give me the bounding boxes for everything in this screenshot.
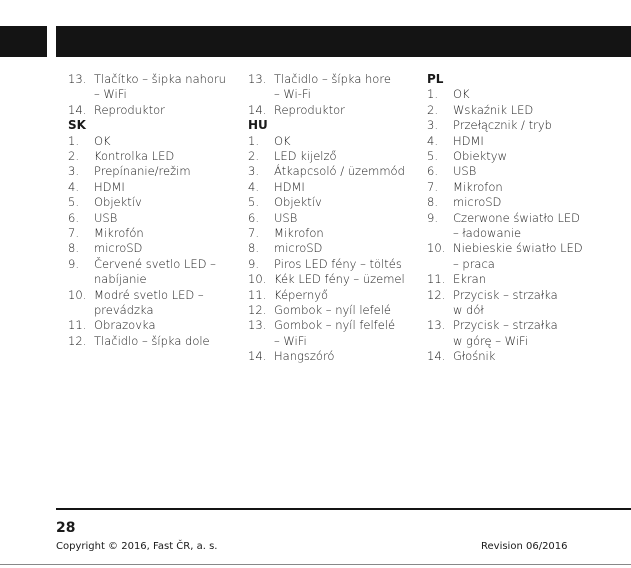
list-item — [248, 349, 418, 364]
item-number: 1. — [248, 133, 259, 148]
item-number: 6. — [68, 210, 79, 225]
item-number: 6. — [427, 164, 438, 179]
item-text: Tlačidlo – šípka hore – Wi-Fi — [274, 72, 391, 102]
list-item — [248, 257, 418, 272]
item-text: Kontrolka LED — [94, 149, 175, 164]
item-number: 11. — [248, 287, 267, 302]
item-number: 5. — [68, 195, 79, 210]
list-item — [68, 257, 238, 288]
list-item — [68, 134, 238, 149]
item-text: Prepínanie/režim — [94, 164, 191, 179]
item-number: 7. — [68, 226, 79, 241]
item-number: 3. — [248, 164, 259, 179]
item-text: microSD — [94, 241, 143, 256]
list-item — [427, 349, 607, 364]
item-number: 4. — [427, 133, 438, 148]
item-number: 6. — [248, 210, 259, 225]
list-item — [427, 118, 607, 133]
item-number: 7. — [427, 179, 438, 194]
footer-rule — [56, 508, 631, 510]
list-item — [427, 149, 607, 164]
item-text: Piros LED fény – töltés — [274, 256, 402, 271]
list-item — [427, 180, 607, 195]
item-text: OK — [94, 133, 111, 148]
list-item — [427, 134, 607, 149]
list-item — [68, 103, 238, 118]
list-pl — [427, 87, 607, 364]
list-item — [248, 103, 418, 118]
list-sk-continuation — [248, 72, 418, 118]
item-number: 14. — [427, 349, 446, 364]
list-hu — [248, 134, 418, 365]
item-text: Átkapcsoló / üzemmód — [274, 164, 405, 179]
list-item — [248, 288, 418, 303]
item-text: Głośnik — [453, 349, 496, 364]
item-number: 14. — [248, 349, 267, 364]
list-item — [427, 195, 607, 210]
item-text: Niebieskie światło LED – praca — [453, 241, 583, 271]
item-text: Képernyő — [274, 287, 329, 302]
item-text: HDMI — [274, 179, 305, 194]
item-number: 5. — [248, 195, 259, 210]
item-number: 10. — [68, 287, 87, 302]
item-text: Ekran — [453, 272, 486, 287]
item-number: 12. — [427, 287, 446, 302]
section-heading-pl: PL — [427, 72, 444, 86]
item-text: Obrazovka — [94, 318, 156, 333]
list-item — [68, 211, 238, 226]
page-number: 28 — [56, 520, 76, 536]
item-number: 4. — [68, 179, 79, 194]
list-item — [68, 195, 238, 210]
column-pl — [427, 72, 607, 365]
header-bar-left — [0, 26, 47, 57]
list-sk — [68, 134, 238, 350]
item-text: Przycisk – strzałka w dół — [453, 287, 558, 318]
item-number: 1. — [427, 87, 438, 102]
item-text: USB — [274, 210, 298, 225]
item-text: Modré svetlo LED – prevádzka — [94, 287, 204, 318]
list-item — [427, 241, 607, 272]
item-number: 13. — [68, 72, 87, 86]
page-bottom-line — [0, 564, 631, 565]
item-number: 4. — [248, 179, 259, 194]
item-number: 12. — [68, 333, 87, 348]
item-text: Kék LED fény – üzemel — [274, 272, 405, 287]
item-number: 14. — [68, 102, 87, 117]
list-item — [427, 103, 607, 118]
item-text: Gombok – nyíl lefelé — [274, 303, 392, 318]
item-text: Reproduktor — [274, 102, 345, 117]
item-text: Tlačítko – šipka nahoru – WiFi — [94, 72, 226, 102]
item-text: Objektív — [274, 195, 322, 210]
item-number: 10. — [248, 272, 267, 287]
item-number: 11. — [427, 272, 446, 287]
list-item — [68, 288, 238, 319]
section-heading-hu: HU — [248, 118, 268, 133]
revision-text: Revision 06/2016 — [481, 541, 568, 552]
list-item — [68, 72, 238, 103]
item-number: 2. — [248, 149, 259, 164]
item-number: 8. — [248, 241, 259, 256]
item-text: OK — [453, 87, 470, 102]
item-text: Wskaźnik LED — [453, 102, 534, 117]
list-item — [68, 226, 238, 241]
list-item — [248, 226, 418, 241]
list-item — [248, 195, 418, 210]
list-item — [248, 72, 418, 103]
column-hu — [248, 72, 418, 365]
list-item — [248, 149, 418, 164]
item-text: microSD — [274, 241, 323, 256]
item-number: 1. — [68, 133, 79, 148]
list-item — [427, 272, 607, 287]
item-text: OK — [274, 133, 291, 148]
list-item — [248, 303, 418, 318]
header-bar — [56, 26, 631, 57]
item-number: 11. — [68, 318, 87, 333]
item-number: 3. — [427, 118, 438, 133]
list-item — [68, 164, 238, 179]
list-item — [248, 272, 418, 287]
item-number: 9. — [68, 256, 79, 271]
column-sk — [68, 72, 238, 349]
item-text: USB — [453, 164, 477, 179]
list-item — [68, 180, 238, 195]
item-number: 3. — [68, 164, 79, 179]
item-text: Obiektyw — [453, 149, 508, 164]
item-text: HDMI — [94, 179, 125, 194]
item-number: 7. — [248, 226, 259, 241]
item-text: Mikrofon — [274, 226, 324, 241]
item-number: 2. — [68, 149, 79, 164]
item-number: 8. — [427, 195, 438, 210]
list-item — [427, 318, 607, 349]
item-text: Červené svetlo LED – nabíjanie — [94, 256, 216, 287]
item-number: 5. — [427, 149, 438, 164]
item-text: Hangszóró — [274, 349, 335, 364]
list-item — [248, 164, 418, 179]
list-item — [68, 334, 238, 349]
item-text: Objektív — [94, 195, 142, 210]
list-item — [68, 241, 238, 256]
item-number: 8. — [68, 241, 79, 256]
item-text: Tlačidlo – šípka dole — [94, 333, 210, 348]
item-text: USB — [94, 210, 118, 225]
item-text: Reproduktor — [94, 102, 165, 117]
item-text: Gombok – nyíl felfelé – WiFi — [274, 318, 396, 348]
item-number: 14. — [248, 102, 267, 117]
item-text: LED kijelző — [274, 149, 337, 164]
list-item — [248, 134, 418, 149]
list-item — [427, 288, 607, 319]
item-number: 9. — [248, 256, 259, 271]
item-number: 13. — [248, 72, 267, 86]
list-item — [248, 180, 418, 195]
copyright-text: Copyright © 2016, Fast ČR, a. s. — [56, 541, 218, 552]
list-item — [427, 164, 607, 179]
item-number: 12. — [248, 303, 267, 318]
item-text: Przycisk – strzałka w górę – WiFi — [453, 318, 558, 348]
item-text: Mikrofon — [453, 179, 503, 194]
item-text: HDMI — [453, 133, 484, 148]
item-number: 10. — [427, 241, 446, 256]
item-number: 13. — [427, 318, 446, 333]
list-item — [68, 149, 238, 164]
list-item — [427, 87, 607, 102]
item-text: Czerwone światło LED – ładowanie — [453, 210, 580, 241]
item-text: Przełącznik / tryb — [453, 118, 552, 133]
section-heading-sk: SK — [68, 118, 86, 133]
list-item — [68, 318, 238, 333]
list-item — [248, 211, 418, 226]
list-item — [248, 318, 418, 349]
list-cz-continuation — [68, 72, 238, 118]
item-text: Mikrofón — [94, 226, 144, 241]
item-text: microSD — [453, 195, 502, 210]
list-item — [248, 241, 418, 256]
item-number: 9. — [427, 210, 438, 225]
list-item — [427, 211, 607, 242]
item-number: 13. — [248, 318, 267, 333]
item-number: 2. — [427, 102, 438, 117]
